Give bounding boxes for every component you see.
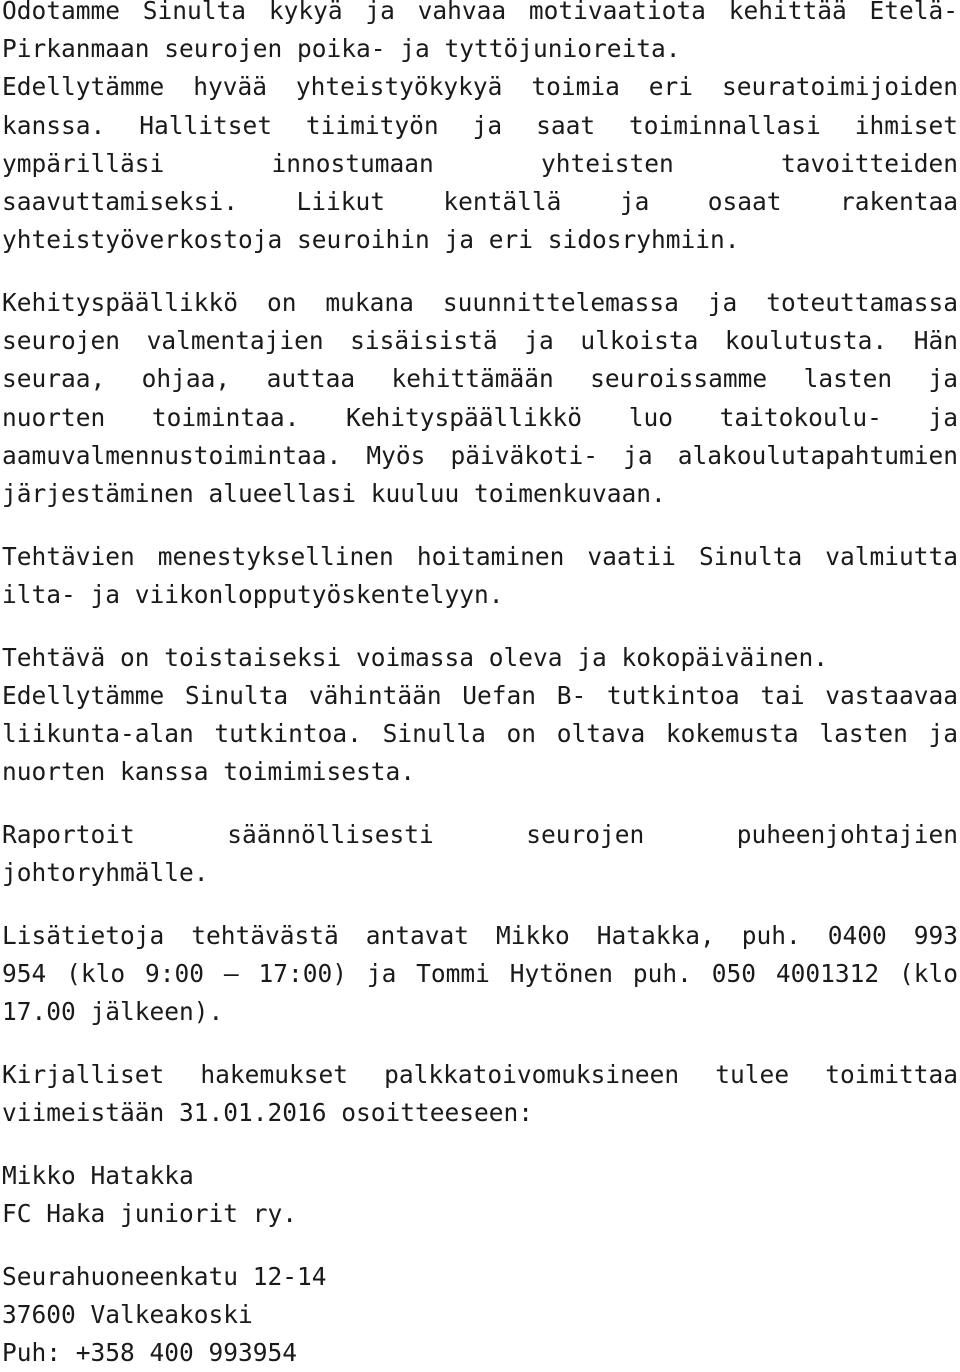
- paragraph-position-qualifications: [2, 639, 958, 792]
- text-line: yhteistyöverkostoja seuroihin ja eri sidosryhmiin.: [2, 225, 740, 255]
- text-line: nuorten kanssa toimimisesta.: [2, 757, 416, 787]
- recipient-name: Mikko Hatakka: [2, 1160, 194, 1190]
- text-line: Lisätietoja tehtävästä antavat Mikko Hatakka, puh. 0400 993: [2, 920, 958, 950]
- text-line: saavuttamiseksi. Liikut kentällä ja osaat rakentaa: [2, 187, 958, 217]
- text-line: ympärilläsi innostumaan yhteisten tavoitteiden: [2, 148, 958, 178]
- text-line: Raportoit säännöllisesti seurojen puheenjohtajien: [2, 819, 958, 849]
- text-line: Kehityspäällikkö on mukana suunnittelemassa ja toteuttamassa: [2, 287, 958, 317]
- text-line: 17.00 jälkeen).: [2, 997, 224, 1027]
- recipient-organization: FC Haka juniorit ry.: [2, 1198, 298, 1228]
- phone-number: Puh: +358 400 993954: [2, 1338, 298, 1368]
- document-body: [2, 0, 958, 1372]
- text-line: Tehtävä on toistaiseksi voimassa oleva ja kokopäiväinen.: [2, 642, 829, 672]
- text-line: seuraa, ohjaa, auttaa kehittämään seuroissamme lasten ja: [2, 364, 958, 394]
- text-line: 954 (klo 9:00 – 17:00) ja Tommi Hytönen puh. 050 4001312 (klo: [2, 958, 958, 988]
- text-line: Tehtävien menestyksellinen hoitaminen vaatii Sinulta valmiutta: [2, 541, 958, 571]
- paragraph-availability: [2, 538, 958, 614]
- text-line: Odotamme Sinulta kykyä ja vahvaa motivaatiota kehittää Etelä-: [2, 0, 958, 25]
- text-line: seurojen valmentajien sisäisistä ja ulkoista koulutusta. Hän: [2, 326, 958, 356]
- text-line: ilta- ja viikonlopputyöskentelyyn.: [2, 579, 504, 609]
- text-line: järjestäminen alueellasi kuuluu toimenkuvaan.: [2, 478, 666, 508]
- paragraph-reporting: [2, 816, 958, 892]
- text-line: viimeistään 31.01.2016 osoitteeseen:: [2, 1098, 534, 1128]
- paragraph-recipient: [2, 1157, 958, 1233]
- paragraph-application-deadline: [2, 1056, 958, 1132]
- text-line: johtoryhmälle.: [2, 858, 209, 888]
- text-line: Edellytämme Sinulta vähintään Uefan B- tutkintoa tai vastaavaa: [2, 680, 958, 710]
- text-line: Pirkanmaan seurojen poika- ja tyttöjunioreita.: [2, 34, 681, 64]
- paragraph-requirements: [2, 0, 958, 259]
- text-line: aamuvalmennustoimintaa. Myös päiväkoti- ja alakoulutapahtumien: [2, 440, 958, 470]
- text-line: liikunta-alan tutkintoa. Sinulla on oltava kokemusta lasten ja: [2, 718, 958, 748]
- paragraph-contact-info: [2, 917, 958, 1032]
- text-line: nuorten toimintaa. Kehityspäällikkö luo taitokoulu- ja: [2, 402, 958, 432]
- street-address: Seurahuoneenkatu 12-14: [2, 1261, 327, 1291]
- postal-city: 37600 Valkeakoski: [2, 1299, 253, 1329]
- paragraph-address: [2, 1258, 958, 1372]
- text-line: Edellytämme hyvää yhteistyökykyä toimia eri seuratoimijoiden: [2, 72, 958, 102]
- paragraph-duties: [2, 284, 958, 513]
- text-line: Kirjalliset hakemukset palkkatoivomuksineen tulee toimittaa: [2, 1059, 958, 1089]
- text-line: kanssa. Hallitset tiimityön ja saat toiminnallasi ihmiset: [2, 110, 958, 140]
